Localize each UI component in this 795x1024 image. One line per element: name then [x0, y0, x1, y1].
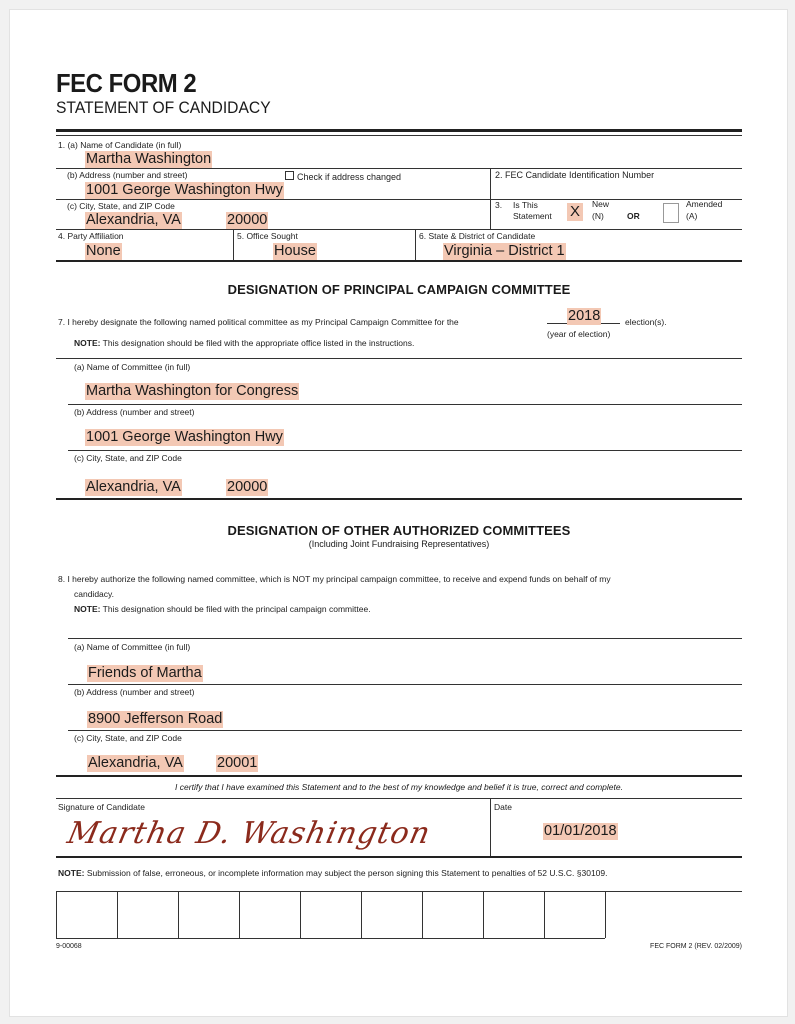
office-use-box-end	[605, 892, 606, 938]
other-note	[74, 602, 371, 616]
section-rule	[56, 260, 742, 262]
top-rule-thin	[56, 135, 742, 136]
other-statement-2: candidacy.	[74, 589, 115, 599]
divider	[56, 199, 742, 200]
other-city-field[interactable]: Alexandria, VA	[88, 755, 183, 771]
new-checkbox[interactable]: X	[567, 203, 583, 221]
section-rule	[56, 775, 742, 777]
other-name-label: (a) Name of Committee (in full)	[74, 642, 191, 652]
divider	[56, 168, 742, 169]
form-title: FEC FORM 2	[56, 68, 197, 98]
statement-number: 3.	[495, 200, 503, 210]
office-use-box	[117, 892, 179, 938]
signature[interactable]: Martha D. Washington	[64, 816, 434, 851]
candidate-address-label: (b) Address (number and street)	[67, 170, 188, 180]
note-text: This designation should be filed with the principal campaign committee.	[100, 604, 371, 614]
party-label: 4. Party Affiliation	[58, 231, 124, 241]
top-rule	[56, 129, 742, 132]
office-field[interactable]: House	[274, 243, 316, 259]
statement-label-1: Is This	[513, 200, 538, 210]
address-changed-label: Check if address changed	[297, 172, 402, 182]
divider	[68, 450, 742, 451]
divider	[68, 638, 742, 639]
address-changed-checkbox-group	[285, 171, 401, 182]
note-text: Submission of false, erroneous, or incomplete information may subject the person signing this Statement to penalties of 52 U.S.C. §30109.	[84, 868, 608, 878]
amended-label-1: Amended	[686, 199, 723, 209]
divider-vertical	[490, 798, 491, 856]
office-use-box	[178, 892, 240, 938]
note-bold: NOTE:	[74, 604, 101, 614]
form-revision: FEC FORM 2 (REV. 02/2009)	[650, 943, 742, 950]
certification-text: I certify that I have examined this Statement and to the best of my knowledge and belief it is true, correct and complete.	[175, 782, 623, 792]
fec-id-field[interactable]	[495, 183, 735, 197]
election-suffix: election(s).	[625, 317, 667, 327]
signature-label: Signature of Candidate	[58, 802, 145, 812]
divider	[68, 684, 742, 685]
amended-checkbox[interactable]	[663, 203, 679, 223]
election-year-field[interactable]: 2018	[568, 308, 601, 324]
district-field[interactable]: Virginia – District 1	[444, 243, 565, 259]
candidate-zip-field[interactable]: 20000	[227, 212, 268, 228]
section-rule	[56, 498, 742, 500]
principal-name-field[interactable]: Martha Washington for Congress	[86, 383, 299, 399]
divider	[68, 404, 742, 405]
divider-vertical	[415, 229, 416, 261]
principal-city-field[interactable]: Alexandria, VA	[86, 479, 181, 495]
principal-city-label: (c) City, State, and ZIP Code	[74, 453, 182, 463]
office-use-box	[483, 892, 545, 938]
office-use-box	[544, 892, 606, 938]
office-use-box	[239, 892, 301, 938]
divider	[56, 358, 742, 359]
section-rule	[56, 856, 742, 858]
penalty-note	[58, 866, 608, 880]
candidate-name-field[interactable]: Martha Washington	[86, 151, 212, 167]
new-label-1: New	[592, 199, 610, 209]
new-label-2: (N)	[592, 211, 604, 221]
principal-address-field[interactable]: 1001 George Washington Hwy	[86, 429, 283, 445]
other-heading: DESIGNATION OF OTHER AUTHORIZED COMMITTEES	[227, 523, 571, 538]
other-subheading: (Including Joint Fundraising Representatives)	[308, 539, 490, 549]
divider	[68, 730, 742, 731]
date-field[interactable]: 01/01/2018	[544, 823, 617, 839]
divider	[56, 798, 742, 799]
district-label: 6. State & District of Candidate	[419, 231, 536, 241]
year-caption: (year of election)	[547, 329, 611, 339]
or-label: OR	[627, 211, 640, 221]
other-address-label: (b) Address (number and street)	[74, 687, 195, 697]
note-bold: NOTE:	[74, 338, 101, 348]
other-statement: 8. I hereby authorize the following named committee, which is NOT my principal campaign committee, to receive and expend funds on behalf of my	[58, 574, 611, 584]
principal-note	[74, 336, 414, 350]
candidate-address-field[interactable]: 1001 George Washington Hwy	[86, 182, 283, 198]
date-label: Date	[494, 802, 512, 812]
office-use-box	[361, 892, 423, 938]
form-code: 9-00068	[56, 943, 82, 950]
divider-vertical	[233, 229, 234, 261]
other-address-field[interactable]: 8900 Jefferson Road	[88, 711, 223, 727]
office-use-box	[422, 892, 484, 938]
party-field[interactable]: None	[86, 243, 121, 259]
office-use-box	[56, 892, 118, 938]
amended-label-2: (A)	[686, 211, 698, 221]
candidate-city-label: (c) City, State, and ZIP Code	[67, 201, 175, 211]
principal-heading: DESIGNATION OF PRINCIPAL CAMPAIGN COMMITTEE	[227, 282, 571, 297]
form-subtitle: STATEMENT OF CANDIDACY	[56, 98, 271, 117]
divider	[56, 229, 742, 230]
address-changed-checkbox[interactable]	[285, 171, 294, 180]
note-text: This designation should be filed with the appropriate office listed in the instructions.	[100, 338, 415, 348]
candidate-name-label: 1. (a) Name of Candidate (in full)	[58, 140, 182, 150]
note-bold: NOTE:	[58, 868, 85, 878]
statement-label-2: Statement	[513, 211, 552, 221]
principal-statement: 7. I hereby designate the following named political committee as my Principal Campaign Committee for the	[58, 317, 459, 327]
fec-id-label: 2. FEC Candidate Identification Number	[495, 170, 655, 180]
other-city-label: (c) City, State, and ZIP Code	[74, 733, 182, 743]
principal-name-label: (a) Name of Committee (in full)	[74, 362, 191, 372]
principal-zip-field[interactable]: 20000	[227, 479, 268, 495]
other-zip-field[interactable]: 20001	[217, 755, 258, 771]
candidate-city-field[interactable]: Alexandria, VA	[86, 212, 181, 228]
office-use-box	[300, 892, 362, 938]
divider	[56, 938, 605, 939]
other-name-field[interactable]: Friends of Martha	[88, 665, 202, 681]
principal-address-label: (b) Address (number and street)	[74, 407, 195, 417]
office-label: 5. Office Sought	[237, 231, 298, 241]
